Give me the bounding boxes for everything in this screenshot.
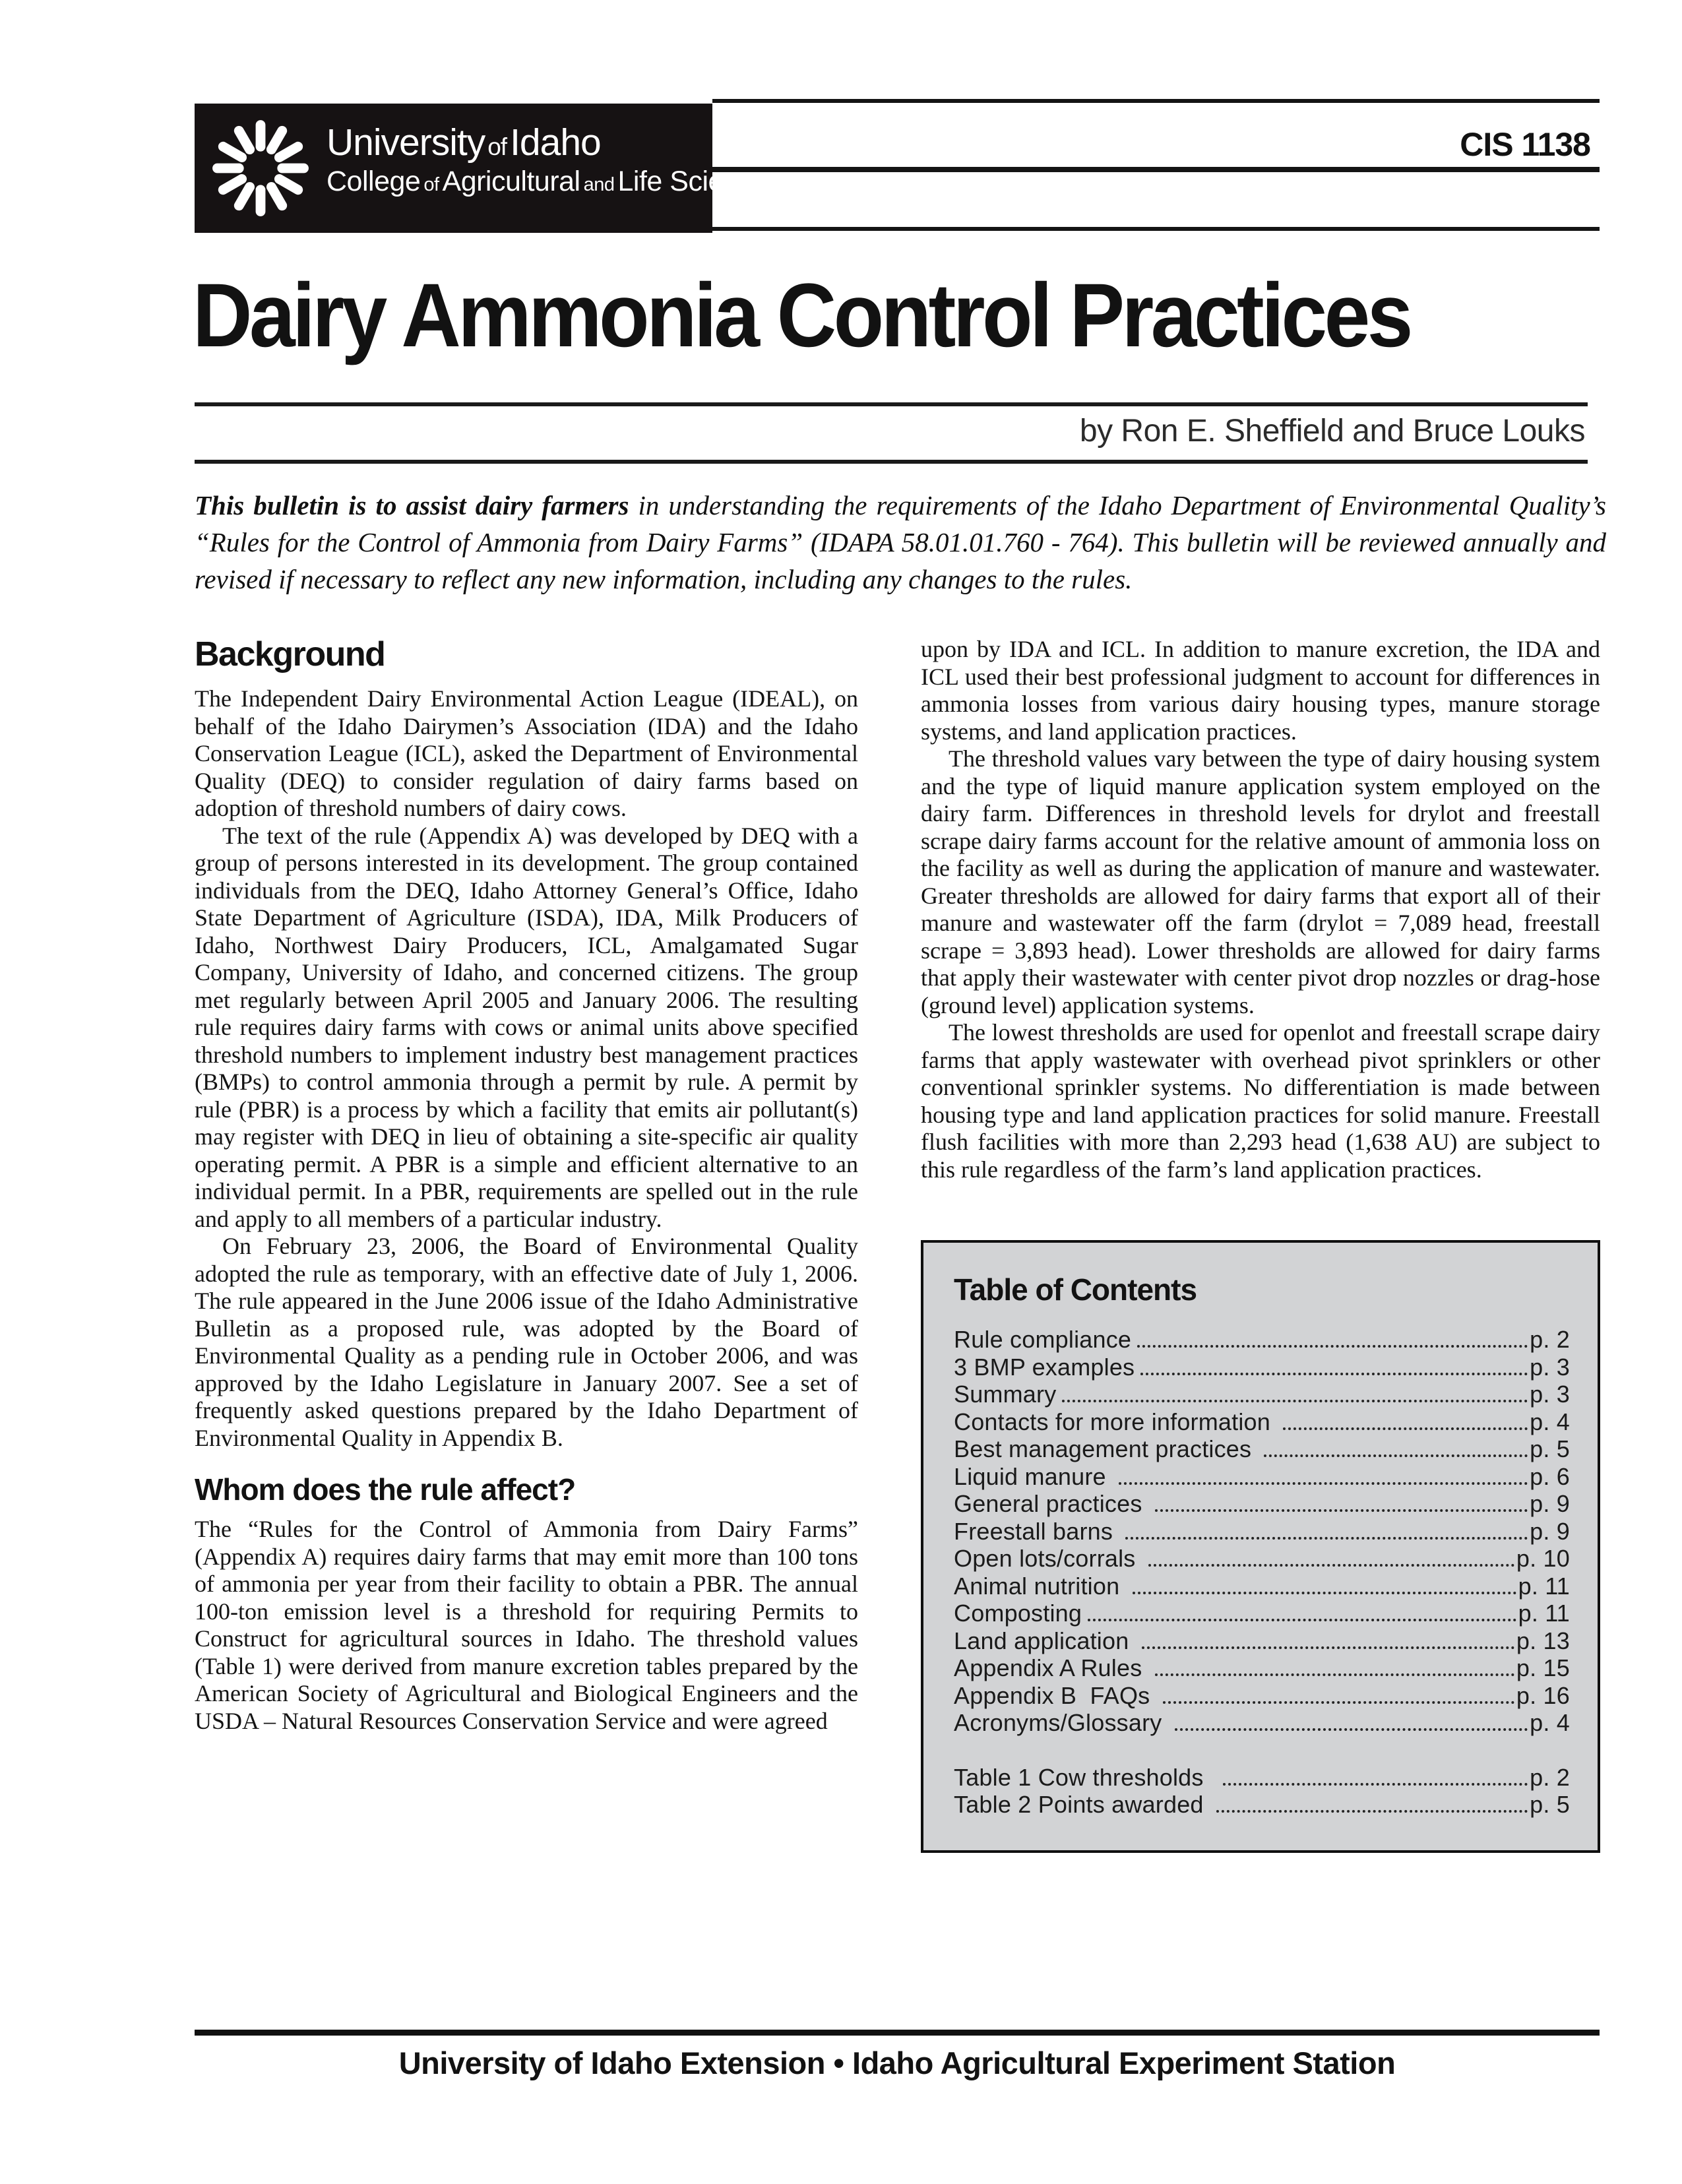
- publication-number: CIS 1138: [1460, 126, 1590, 163]
- dot-leader: [1283, 1427, 1528, 1430]
- toc-heading: Table of Contents: [954, 1272, 1197, 1307]
- toc-entry: General practices p. 9: [954, 1490, 1570, 1517]
- toc-entry: Freestall barns p. 9: [954, 1517, 1570, 1545]
- paragraph: The threshold values vary between the type of dairy housing system and the type of liquid manure application system employed on the dairy farm. Differences in threshold levels for drylot and freestall scrape dairy farms account for the relative amount of ammonia loss on the facility as well as during the application of manure and wastewater. Greater thresholds are allowed for dairy farms that export all of their manure and wastewater off the farm (drylot = 7,089 head, freestall scrape = 3,893 head). Lower thresholds are allowed for dairy farms that apply their wastewater with center pivot drop nozzles or drag-hose (ground level) application systems.: [921, 745, 1600, 1018]
- logo-line-2: College of Agricultural and Life Sciences: [327, 165, 782, 197]
- left-column: [195, 635, 858, 1735]
- paragraph: The lowest thresholds are used for openlot and freestall scrape dairy farms that apply wastewater with overhead pivot sprinklers or other conventional sprinkler systems. No differentiation is made between housing type and land application practices for solid manure. Freestall flush facilities with more than 2,293 head (1,638 AU) are subject to this rule regardless of the farm’s land application practices.: [921, 1019, 1600, 1183]
- toc-entry: Contacts for more information p. 4: [954, 1408, 1570, 1435]
- dot-leader: [1223, 1783, 1528, 1786]
- toc-entry: Best management practices p. 5: [954, 1435, 1570, 1462]
- dot-leader: [1142, 1646, 1514, 1649]
- dot-leader: [1163, 1701, 1514, 1704]
- footer-rule: [195, 2030, 1600, 2036]
- toc-entry: Land application p. 13: [954, 1627, 1570, 1654]
- intro-rest: in understanding the requirements of the Idaho Department of Environmental Quality’s “Rules for the Control of Ammonia from Dairy Farms” (IDAPA 58.01.01.760 - 764). This bulletin will be reviewed annually and revised if necessary to reflect any new information, including any changes to the rules.: [195, 490, 1607, 594]
- toc-entry: Summary p. 3: [954, 1381, 1570, 1408]
- toc-entry: Appendix B FAQs p. 16: [954, 1681, 1570, 1709]
- dot-leader: [1062, 1400, 1528, 1402]
- university-logo-box: [195, 104, 782, 233]
- byline: by Ron E. Sheffield and Bruce Louks: [195, 402, 1588, 464]
- dot-leader: [1155, 1673, 1514, 1676]
- toc-entry: Animal nutrition p. 11: [954, 1572, 1570, 1600]
- paragraph: The text of the rule (Appendix A) was developed by DEQ with a group of persons interested in its development. The group contained individuals from the DEQ, Idaho Attorney General’s Office, Idaho State Department of Agriculture (ISDA), IDA, Milk Producers of Idaho, Northwest Dairy Producers, ICL, Amalgamated Sugar Company, University of Idaho, and concerned citizens. The group met regularly between April 2005 and January 2006. The resulting rule requires dairy farms with cows or animal units above specified threshold numbers to implement industry best management practices (BMPs) to control ammonia through a permit by rule. A permit by rule (PBR) is a process by which a facility that emits air pollutant(s) may register with DEQ in lieu of obtaining a site-specific air quality operating permit. A PBR is a simple and efficient alternative to an individual permit. In a PBR, requirements are spelled out in the rule and apply to all members of a particular industry.: [195, 822, 858, 1232]
- toc-spacer: [954, 1737, 1570, 1764]
- dot-leader: [1125, 1537, 1528, 1540]
- paragraph: On February 23, 2006, the Board of Environmental Quality adopted the rule as temporary, with an effective date of July 1, 2006. The rule appeared in the June 2006 issue of the Idaho Administrative Bulletin as a proposed rule, was adopted by the Board of Environmental Quality as a pending rule in October 2006, and was approved by the Idaho Legislature in January 2007. See a set of frequently asked questions prepared by the Idaho Department of Environmental Quality in Appendix B.: [195, 1233, 858, 1451]
- paragraph: upon by IDA and ICL. In addition to manure excretion, the IDA and ICL used their best professional judgment to account for differences in ammonia losses from various dairy housing types, manure storage systems, and land application practices.: [921, 636, 1600, 745]
- toc-entry: Composting p. 11: [954, 1600, 1570, 1627]
- toc-entry: Rule compliance p. 2: [954, 1326, 1570, 1353]
- dot-leader: [1137, 1345, 1528, 1348]
- dot-leader: [1264, 1454, 1528, 1457]
- toc-entry: Acronyms/Glossary p. 4: [954, 1709, 1570, 1736]
- intro-paragraph: [195, 487, 1606, 598]
- toc-entry: Open lots/corrals p. 10: [954, 1545, 1570, 1572]
- footer-text: University of Idaho Extension • Idaho Agricultural Experiment Station: [398, 2045, 1396, 2080]
- dot-leader: [1155, 1509, 1528, 1512]
- header-rules: [712, 99, 1600, 231]
- toc-entry: Appendix A Rules p. 15: [954, 1654, 1570, 1681]
- toc-table-entry: Table 2 Points awarded p. 5: [954, 1791, 1570, 1818]
- section-heading-background: Background: [195, 635, 385, 673]
- toc-entry: 3 BMP examples p. 3: [954, 1353, 1570, 1381]
- toc-table-entry: Table 1 Cow thresholds p. 2: [954, 1763, 1570, 1791]
- page-title: Dairy Ammonia Control Practices: [193, 265, 1410, 366]
- dot-leader: [1088, 1619, 1516, 1621]
- dot-leader: [1148, 1564, 1514, 1567]
- dot-leader: [1119, 1482, 1528, 1485]
- dot-leader: [1133, 1592, 1516, 1594]
- dot-leader: [1175, 1728, 1528, 1731]
- right-column: [921, 635, 1600, 1853]
- intro-lead: This bulletin is to assist dairy farmers: [195, 490, 629, 520]
- dot-leader: [1140, 1373, 1528, 1375]
- section-heading-whom: Whom does the rule affect?: [195, 1472, 576, 1507]
- paragraph: The Independent Dairy Environmental Action League (IDEAL), on behalf of the Idaho Dairymen’s Association (IDA) and the Idaho Conservation League (ICL), asked the Department of Environmental Quality (DEQ) to consider regulation of dairy farms based on adoption of threshold numbers of dairy cows.: [195, 685, 858, 821]
- uidaho-sunburst-icon: [209, 117, 312, 220]
- header-empty-band: [712, 172, 1600, 231]
- logo-line-1: University ofIdaho: [327, 121, 601, 164]
- table-of-contents: [921, 1240, 1600, 1853]
- toc-entry: Liquid manure p. 6: [954, 1462, 1570, 1490]
- dot-leader: [1216, 1810, 1528, 1813]
- paragraph: The “Rules for the Control of Ammonia from Dairy Farms” (Appendix A) requires dairy farms that may emit more than 100 tons of ammonia per year from their facility to obtain a PBR. The annual 100-ton emission level is a threshold for requiring Permits to Construct for agricultural sources in Idaho. The threshold values (Table 1) were derived from manure excretion tables prepared by the American Society of Agricultural and Biological Engineers and the USDA – Natural Resources Conservation Service and were agreed: [195, 1516, 858, 1734]
- publication-number-band: [712, 99, 1600, 172]
